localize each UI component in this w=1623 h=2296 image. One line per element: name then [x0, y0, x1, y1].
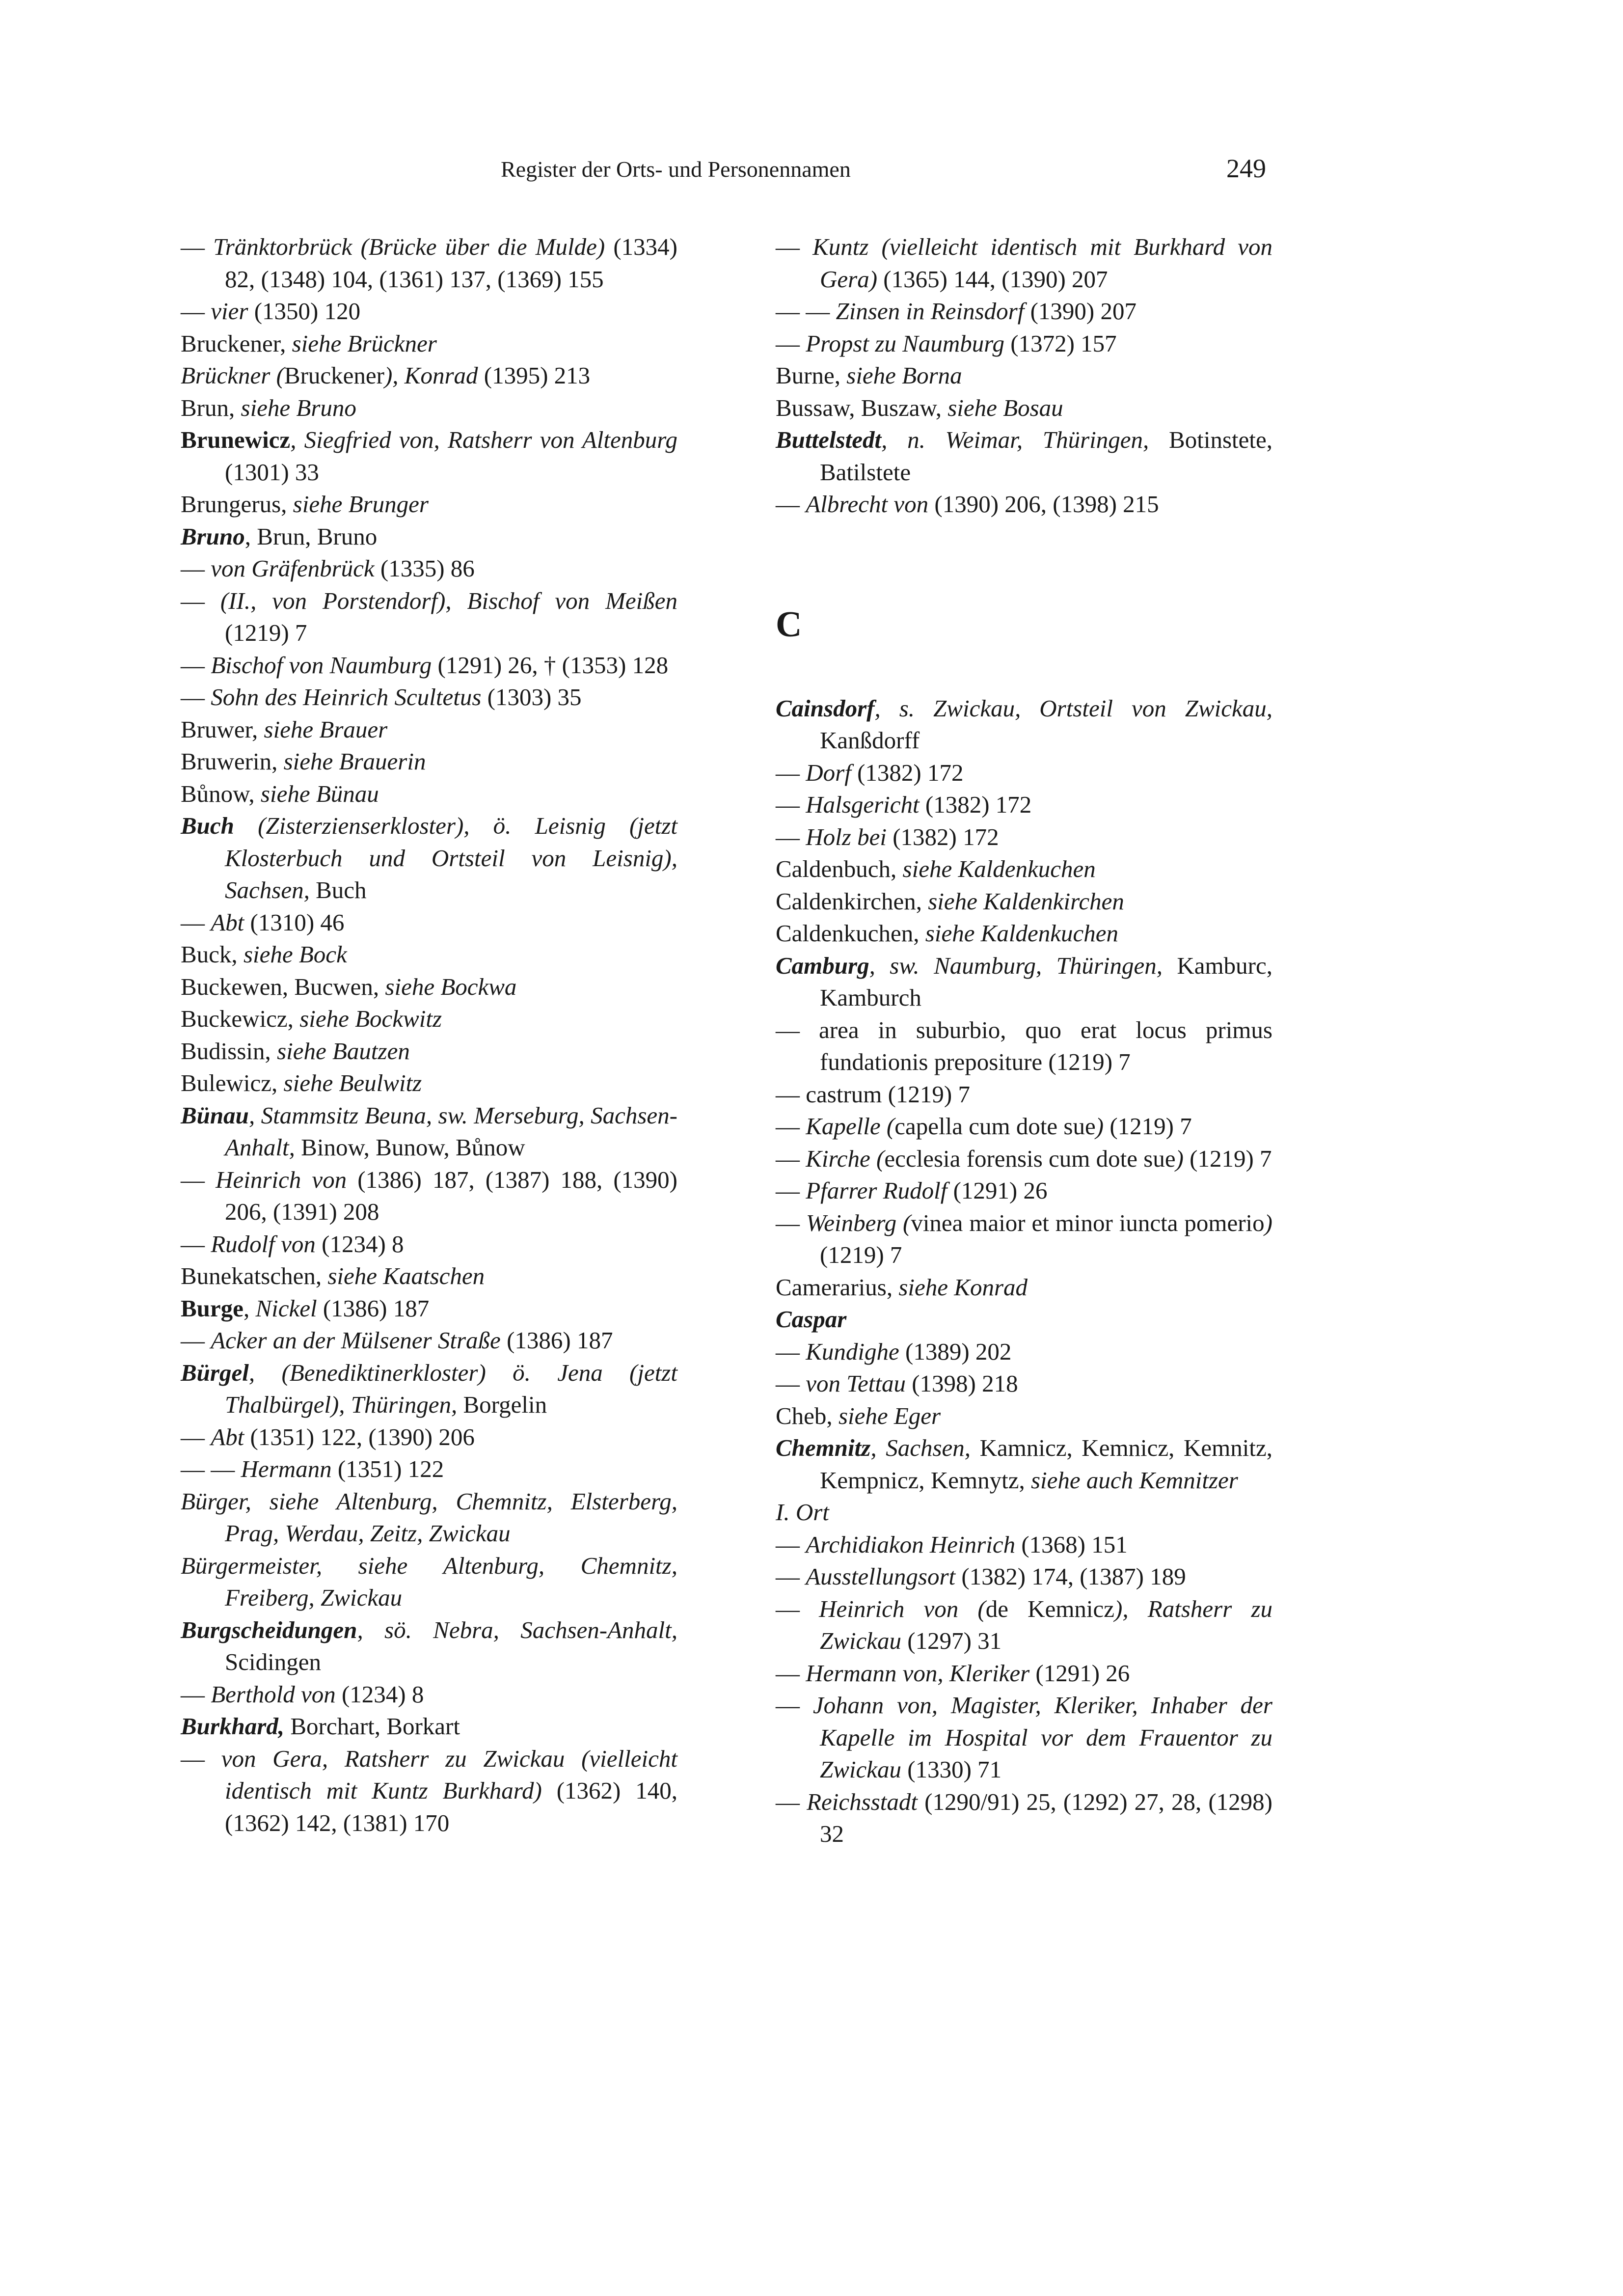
- entry-text: siehe Bock: [243, 941, 347, 968]
- index-entry: [776, 359, 1272, 392]
- index-entry: [181, 552, 677, 585]
- entry-text: Weinberg (: [806, 1209, 911, 1236]
- entry-text: Bürgermeister, siehe Altenburg, Chemnitz, Freiberg, Zwickau: [181, 1552, 677, 1611]
- entry-text: Abt: [211, 1423, 244, 1450]
- running-head: Register der Orts- und Personennamen: [501, 157, 851, 182]
- entry-text: , Siegfried von, Ratsherr von Altenburg: [290, 426, 677, 453]
- entry-text: (1291) 26: [1029, 1659, 1130, 1687]
- entry-text: (1390) 206, (1398) 215: [928, 491, 1159, 518]
- entry-text: Brungerus,: [181, 491, 293, 518]
- index-entry: [776, 1271, 1272, 1304]
- index-entry: [776, 1400, 1272, 1432]
- entry-text: Bruckener,: [181, 329, 292, 357]
- entry-text: Johann von, Magister, Kleriker, Inhaber der Kapelle im Hospital vor dem Frauentor zu Zwickau: [812, 1692, 1272, 1783]
- entry-text: , (Benediktinerkloster) ö. Jena (jetzt Thalbürgel), Thüringen,: [225, 1359, 677, 1418]
- index-entry: [776, 1110, 1272, 1143]
- index-entry: [181, 585, 677, 649]
- entry-text: Bruno: [181, 522, 245, 550]
- entry-text: , Brun, Bruno: [244, 522, 378, 550]
- entry-text: von Tettau: [806, 1370, 906, 1397]
- entry-text: Heinrich von (: [819, 1595, 986, 1622]
- entry-text: (1382) 172: [919, 791, 1032, 818]
- entry-text: Hermann von, Kleriker: [806, 1659, 1030, 1687]
- entry-text: , Stammsitz Beuna, sw. Merseburg, Sachsen-Anhalt,: [225, 1101, 677, 1161]
- entry-text: Kamnicz, Kemnicz, Kemnitz, Kempnicz, Kemnytz,: [820, 1434, 1272, 1494]
- entry-text: —: [776, 1113, 806, 1140]
- entry-text: (1372) 157: [1004, 329, 1117, 357]
- entry-text: Burge: [181, 1294, 243, 1322]
- index-entry: [181, 1164, 677, 1228]
- entry-text: Berthold von: [211, 1680, 336, 1708]
- entry-text: —: [181, 1230, 211, 1257]
- entry-text: — —: [776, 298, 836, 325]
- entry-text: — area in suburbio, quo erat locus primus fundationis prepositure (1219) 7: [776, 1016, 1272, 1075]
- index-entry: [776, 1786, 1272, 1850]
- entry-text: siehe Eger: [838, 1402, 941, 1429]
- entry-text: (1290/91) 25, (1292) 27, 28, (1298) 32: [820, 1788, 1272, 1847]
- entry-text: de Kemnicz: [985, 1595, 1115, 1622]
- entry-text: (1334) 82, (1348) 104, (1361) 137, (1369) 155: [225, 233, 678, 293]
- entry-text: (1390) 207: [1024, 298, 1136, 325]
- entry-text: Burgscheidungen: [181, 1616, 357, 1643]
- index-entry: [776, 1207, 1272, 1271]
- index-entry: [181, 1260, 677, 1292]
- index-entry: [776, 1367, 1272, 1400]
- entry-text: —: [776, 1563, 806, 1590]
- entry-text: —: [181, 1423, 211, 1450]
- entry-text: —: [776, 1370, 806, 1397]
- entry-text: siehe Brückner: [292, 329, 437, 357]
- index-entry: [181, 713, 677, 746]
- entry-text: Caspar: [776, 1306, 847, 1333]
- index-entry: [776, 488, 1272, 520]
- entry-text: Albrecht von: [806, 491, 929, 518]
- entry-text: —: [776, 1209, 806, 1236]
- entry-text: ): [1264, 1209, 1272, 1236]
- entry-text: siehe auch Kemnitzer: [1030, 1466, 1238, 1494]
- index-entry: [181, 1710, 677, 1743]
- entry-text: (1219) 7: [225, 619, 307, 646]
- entry-text: Bürger, siehe Altenburg, Chemnitz, Elsterberg, Prag, Werdau, Zeitz, Zwickau: [181, 1487, 677, 1547]
- entry-text: —: [181, 1166, 216, 1193]
- index-entry: [181, 681, 677, 713]
- entry-text: Buckewicz,: [181, 1005, 300, 1032]
- entry-text: ecclesia forensis cum dote sue: [884, 1145, 1176, 1172]
- entry-text: (1301) 33: [225, 458, 319, 486]
- entry-text: Bůnow,: [181, 780, 261, 807]
- entry-text: Camburg: [776, 952, 869, 979]
- entry-text: (1382) 172: [886, 823, 999, 850]
- entry-text: (1335) 86: [374, 555, 475, 582]
- entry-text: vier: [211, 298, 248, 325]
- entry-text: (1389) 202: [899, 1338, 1012, 1365]
- entry-text: Reichsstadt: [807, 1788, 918, 1815]
- index-entry: [181, 488, 677, 520]
- entry-text: siehe Brauer: [264, 715, 388, 743]
- entry-text: Bischof von Naumburg: [211, 651, 432, 679]
- entry-text: siehe Bosau: [947, 394, 1063, 421]
- section-letter: C: [776, 604, 802, 645]
- index-entry: [181, 1743, 677, 1839]
- entry-text: Caldenkuchen,: [776, 920, 925, 947]
- entry-text: Sohn des Heinrich Scultetus: [211, 683, 482, 711]
- index-entry: [181, 649, 677, 682]
- entry-text: Bunekatschen,: [181, 1262, 328, 1289]
- entry-text: ,: [243, 1294, 256, 1322]
- entry-text: Brunewicz: [181, 426, 291, 453]
- entry-text: Bruwer,: [181, 715, 264, 743]
- index-entry: [181, 328, 677, 360]
- entry-text: (Zisterzienserkloster), ö. Leisnig (jetzt Klosterbuch und Ortsteil von Leisnig), Sachsen,: [225, 812, 677, 903]
- entry-text: (1291) 26: [947, 1177, 1048, 1204]
- entry-text: — castrum (1219) 7: [776, 1080, 970, 1108]
- entry-text: Rudolf von: [211, 1230, 316, 1257]
- entry-text: siehe Kaldenkuchen: [902, 855, 1096, 882]
- entry-text: Tränktorbrück (Brücke über die Mulde): [213, 233, 605, 260]
- index-entry: [181, 810, 677, 906]
- index-entry: [776, 1593, 1272, 1657]
- entry-text: Hermann: [241, 1455, 332, 1482]
- entry-text: (1386) 187: [317, 1294, 430, 1322]
- index-entry: [776, 1078, 1272, 1111]
- entry-text: —: [776, 759, 806, 786]
- index-entry: [776, 1303, 1272, 1336]
- entry-text: capella cum dote sue: [894, 1113, 1096, 1140]
- entry-text: siehe Bruno: [241, 394, 356, 421]
- index-entry: [181, 971, 677, 1003]
- entry-text: Abt: [211, 908, 244, 936]
- entry-text: Acker an der Mülsener Straße: [211, 1327, 501, 1354]
- index-entry: [181, 938, 677, 971]
- entry-text: —: [181, 298, 211, 325]
- index-entry: [181, 1357, 677, 1421]
- index-entry: [181, 1292, 677, 1325]
- entry-text: Kuntz (vielleicht identisch mit Burkhard von Gera): [812, 233, 1273, 293]
- index-entry: [181, 1453, 677, 1485]
- entry-text: —: [181, 1680, 211, 1708]
- entry-text: (1350) 120: [248, 298, 361, 325]
- index-entry: [181, 392, 677, 424]
- entry-text: (II., von Porstendorf), Bischof von Meißen: [220, 587, 678, 614]
- entry-text: (1291) 26, † (1353) 128: [432, 651, 669, 679]
- entry-text: Buck,: [181, 941, 243, 968]
- entry-text: Zinsen in Reinsdorf: [836, 298, 1025, 325]
- index-entry: [776, 424, 1272, 488]
- entry-text: —: [181, 908, 211, 936]
- index-entry: [776, 1432, 1272, 1496]
- entry-text: (1330) 71: [901, 1756, 1002, 1783]
- entry-text: —: [776, 329, 806, 357]
- entry-text: Botinstete, Batilstete: [820, 426, 1272, 486]
- entry-text: Kundighe: [806, 1338, 899, 1365]
- entry-text: von Gera, Ratsherr zu Zwickau (vielleicht identisch mit Kuntz Burkhard): [221, 1745, 677, 1804]
- index-entry: [181, 1550, 677, 1614]
- entry-text: —: [181, 555, 211, 582]
- index-entry: [181, 1614, 677, 1678]
- index-entry: [776, 328, 1272, 360]
- entry-text: , Sachsen,: [870, 1434, 971, 1461]
- entry-text: siehe Brunger: [293, 491, 429, 518]
- index-entry: [776, 392, 1272, 424]
- index-entry: [776, 1657, 1272, 1690]
- entry-text: Bürgel: [181, 1359, 249, 1386]
- entry-text: von Gräfenbrück: [211, 555, 375, 582]
- entry-text: (1365) 144, (1390) 207: [877, 265, 1108, 293]
- entry-text: Caldenbuch,: [776, 855, 903, 882]
- entry-text: Ausstellungsort: [806, 1563, 956, 1590]
- entry-text: Pfarrer Rudolf: [806, 1177, 947, 1204]
- entry-text: —: [776, 791, 806, 818]
- entry-text: Brückner (: [181, 362, 284, 389]
- entry-text: (1386) 187, (1387) 188, (1390) 206, (1391) 208: [225, 1166, 677, 1225]
- entry-text: Kamburc, Kamburch: [820, 952, 1272, 1011]
- index-entry: [181, 520, 677, 553]
- index-entry: [181, 1099, 677, 1164]
- index-entry: [181, 1678, 677, 1711]
- entry-text: —: [776, 1338, 806, 1365]
- entry-text: Kirche (: [806, 1145, 885, 1172]
- entry-text: Buch: [309, 876, 367, 903]
- entry-text: Bruwerin,: [181, 748, 284, 775]
- index-entry: [181, 745, 677, 778]
- index-entry: [181, 1035, 677, 1067]
- entry-text: Holz bei: [806, 823, 887, 850]
- index-entry: [776, 950, 1272, 1014]
- index-entry: [776, 1689, 1272, 1786]
- entry-text: —: [776, 233, 813, 260]
- index-entry: [776, 1336, 1272, 1368]
- entry-text: , n. Weimar, Thüringen,: [881, 426, 1149, 453]
- entry-text: , s. Zwickau, Ortsteil von Zwickau,: [874, 694, 1272, 722]
- entry-text: (1362) 140, (1362) 142, (1381) 170: [225, 1777, 678, 1836]
- index-entry: [181, 1003, 677, 1035]
- index-entry: [776, 1496, 1272, 1529]
- entry-text: (1234) 8: [315, 1230, 404, 1257]
- entry-text: (1219) 7: [1183, 1145, 1272, 1172]
- entry-text: —: [776, 823, 806, 850]
- entry-text: —: [181, 1327, 211, 1354]
- entry-text: —: [181, 1745, 221, 1772]
- entry-text: Bussaw, Buszaw,: [776, 394, 948, 421]
- entry-text: siehe Brauerin: [283, 748, 426, 775]
- index-entry: [776, 757, 1272, 789]
- index-entry: [776, 1560, 1272, 1593]
- index-entry: [776, 1014, 1272, 1078]
- entry-text: Borchart, Borkart: [284, 1713, 460, 1740]
- entry-text: siehe Bautzen: [277, 1037, 410, 1065]
- index-entry: [776, 789, 1272, 821]
- index-entry: [181, 906, 677, 939]
- page-number: 249: [1226, 154, 1266, 183]
- entry-text: siehe Borna: [846, 362, 962, 389]
- entry-text: ): [1175, 1145, 1184, 1172]
- index-entry: [776, 1143, 1272, 1175]
- entry-text: (1351) 122: [331, 1455, 444, 1482]
- entry-text: Bruckener: [284, 362, 384, 389]
- index-entry: [776, 821, 1272, 853]
- entry-text: (1303) 35: [481, 683, 582, 711]
- index-entry: [181, 424, 677, 488]
- entry-text: —: [181, 233, 214, 260]
- entry-text: siehe Konrad: [898, 1273, 1028, 1301]
- entry-text: Heinrich von: [216, 1166, 347, 1193]
- entry-text: siehe Bünau: [260, 780, 379, 807]
- entry-text: Buch: [181, 812, 234, 839]
- index-entry: [181, 359, 677, 392]
- entry-text: —: [181, 683, 211, 711]
- entry-text: —: [776, 1595, 819, 1622]
- entry-text: , sw. Naumburg, Thüringen,: [869, 952, 1163, 979]
- index-entry: [181, 1324, 677, 1357]
- entry-text: Binow, Bunow, Bůnow: [295, 1134, 525, 1161]
- entry-text: , sö. Nebra, Sachsen-Anhalt,: [357, 1616, 677, 1643]
- entry-text: Chemnitz: [776, 1434, 871, 1461]
- entry-text: ), Konrad: [384, 362, 478, 389]
- entry-text: Bünau: [181, 1101, 249, 1129]
- entry-text: (1219) 7: [1104, 1113, 1192, 1140]
- entry-text: ): [1095, 1113, 1104, 1140]
- entry-text: siehe Bockwitz: [299, 1005, 442, 1032]
- entry-text: (1219) 7: [820, 1241, 902, 1268]
- entry-text: Budissin,: [181, 1037, 277, 1065]
- entry-text: siehe Bockwa: [385, 973, 517, 1000]
- entry-text: siehe Kaatschen: [327, 1262, 485, 1289]
- entry-text: Cainsdorf: [776, 694, 875, 722]
- entry-text: siehe Kaldenkirchen: [928, 887, 1124, 915]
- entry-text: (1351) 122, (1390) 206: [244, 1423, 475, 1450]
- entry-text: Bulewicz,: [181, 1069, 284, 1096]
- entry-text: —: [776, 1531, 806, 1558]
- index-entry: [776, 1529, 1272, 1561]
- entry-text: —: [776, 1659, 806, 1687]
- entry-text: ), Ratsherr zu Zwickau: [820, 1595, 1273, 1654]
- index-entry: [181, 1067, 677, 1099]
- entry-text: (1297) 31: [901, 1627, 1002, 1654]
- entry-text: (1386) 187: [500, 1327, 613, 1354]
- index-column-left: [181, 231, 677, 1839]
- entry-text: (1368) 151: [1015, 1531, 1128, 1558]
- index-entry: [776, 295, 1272, 328]
- index-entry: [181, 1228, 677, 1260]
- entry-text: Buckewen, Bucwen,: [181, 973, 385, 1000]
- entry-text: — —: [181, 1455, 241, 1482]
- entry-text: (1398) 218: [905, 1370, 1018, 1397]
- entry-text: Dorf: [806, 759, 851, 786]
- entry-text: Burkhard,: [181, 1713, 285, 1740]
- entry-text: I. Ort: [776, 1499, 829, 1526]
- entry-text: (1382) 172: [851, 759, 964, 786]
- entry-text: siehe Beulwitz: [283, 1069, 422, 1096]
- entry-text: Caldenkirchen,: [776, 887, 928, 915]
- entry-text: Borgelin: [457, 1391, 547, 1418]
- entry-text: Buttelstedt: [776, 426, 882, 453]
- entry-text: (1310) 46: [244, 908, 345, 936]
- index-entry: [776, 853, 1272, 885]
- entry-text: Nickel: [255, 1294, 317, 1322]
- entry-text: Brun,: [181, 394, 241, 421]
- entry-text: vinea maior et minor iuncta pomerio: [911, 1209, 1265, 1236]
- index-entry: [181, 1421, 677, 1453]
- entry-text: (1395) 213: [478, 362, 591, 389]
- entry-text: Burne,: [776, 362, 847, 389]
- index-entry: [776, 917, 1272, 950]
- entry-text: —: [181, 587, 220, 614]
- entry-text: Kapelle (: [806, 1113, 895, 1140]
- entry-text: —: [776, 1692, 813, 1719]
- index-entry: [181, 231, 677, 295]
- entry-text: Propst zu Naumburg: [806, 329, 1005, 357]
- entry-text: Kanßdorff: [820, 727, 920, 754]
- entry-text: Archidiakon Heinrich: [806, 1531, 1016, 1558]
- index-entry: [776, 1175, 1272, 1207]
- index-entry: [776, 231, 1272, 295]
- entry-text: —: [776, 1177, 806, 1204]
- entry-text: —: [776, 1788, 807, 1815]
- entry-text: (1234) 8: [335, 1680, 424, 1708]
- entry-text: Halsgericht: [806, 791, 920, 818]
- entry-text: Scidingen: [225, 1648, 321, 1675]
- entry-text: siehe Kaldenkuchen: [925, 920, 1119, 947]
- entry-text: (1382) 174, (1387) 189: [955, 1563, 1186, 1590]
- index-entry: [776, 885, 1272, 918]
- entry-text: —: [181, 651, 211, 679]
- entry-text: Camerarius,: [776, 1273, 899, 1301]
- index-entry: [776, 692, 1272, 757]
- index-column-right: [776, 231, 1272, 1850]
- index-entry: [181, 295, 677, 328]
- entry-text: —: [776, 491, 806, 518]
- index-entry: [181, 1485, 677, 1550]
- index-entry: [181, 778, 677, 810]
- entry-text: —: [776, 1145, 806, 1172]
- entry-text: Cheb,: [776, 1402, 839, 1429]
